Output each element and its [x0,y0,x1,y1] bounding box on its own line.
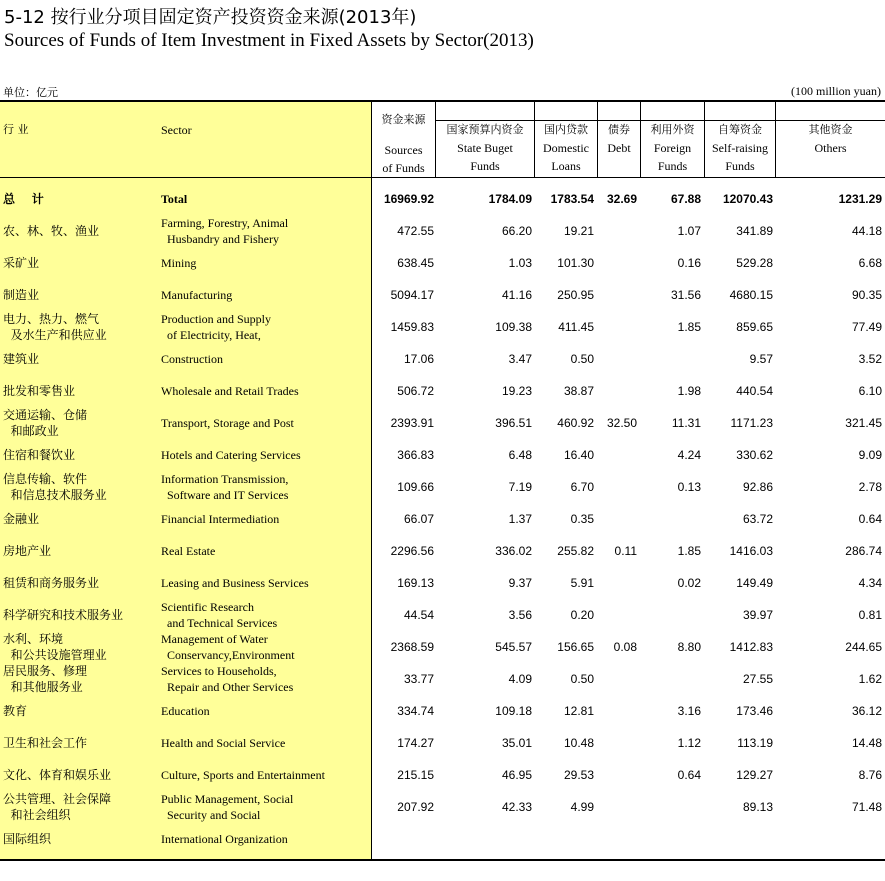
others-value: 71.48 [851,800,882,814]
sector-label-en [161,503,366,535]
table-row [0,407,885,439]
table-row [0,695,885,727]
table-row [0,247,885,279]
sector-label-line: Software and IT Services [161,488,289,502]
sector-label-line: Wholesale and Retail Trades [161,384,299,398]
sector-label-line: and Technical Services [161,616,278,630]
industry-label-cn [3,375,153,407]
sources-value: 174.27 [397,736,434,750]
domestic-loans-value: 6.70 [570,480,594,494]
table-row [0,759,885,791]
domestic-loans-value: 101.30 [557,256,594,270]
sector-label-line: Scientific Research [161,600,254,614]
page-title-en: Sources of Funds of Item Investment in Fixed Assets by Sector(2013) [4,30,534,51]
state-budget-value: 46.95 [501,768,532,782]
foreign-funds-value: 1.85 [677,544,701,558]
industry-label-line: 金融业 [3,512,40,526]
state-budget-value: 109.38 [495,320,532,334]
table-row [0,215,885,247]
sector-label-line: of Electricity, Heat, [161,328,261,342]
sector-label-en [161,791,366,823]
sector-label-en [161,343,366,375]
industry-label-line: 批发和零售业 [3,384,76,398]
state-budget-value: 19.23 [501,384,532,398]
sector-label-line: Mining [161,256,197,270]
others-value: 6.10 [858,384,882,398]
header-debt: 债券 Debt [607,123,631,155]
table-row [0,471,885,503]
sector-label-line: Transport, Storage and Post [161,416,294,430]
sector-label-en [161,311,366,343]
industry-label-line: 公共管理、社会保障 [3,792,112,806]
foreign-funds-value: 1.12 [677,736,701,750]
sources-value: 638.45 [397,256,434,270]
self-raising-value: 92.86 [742,480,773,494]
others-value: 14.48 [851,736,882,750]
others-value: 2.78 [858,480,882,494]
others-value: 8.76 [858,768,882,782]
foreign-funds-value: 4.24 [677,448,701,462]
industry-label-line: 居民服务、修理 [3,664,88,678]
industry-label-line: 文化、体育和娱乐业 [3,768,112,782]
domestic-loans-value: 16.40 [563,448,594,462]
self-raising-value: 173.46 [736,704,773,718]
sources-value: 5094.17 [390,288,434,302]
self-raising-value: 12070.43 [722,192,773,206]
table-row [0,343,885,375]
header-state-budget: 国家预算内资金 State Buget Funds [446,123,524,173]
sector-label-en [161,183,366,215]
others-value: 9.09 [858,448,882,462]
state-budget-value: 3.47 [508,352,532,366]
self-raising-value: 89.13 [742,800,773,814]
sources-value: 207.92 [397,800,434,814]
sector-label-en [161,663,366,695]
industry-label-cn [3,567,153,599]
sector-label-line: Leasing and Business Services [161,576,309,590]
self-raising-value: 330.62 [736,448,773,462]
sector-label-line: Real Estate [161,544,216,558]
sector-label-line: Health and Social Service [161,736,286,750]
domestic-loans-value: 0.35 [570,512,594,526]
sources-value: 44.54 [403,608,434,622]
state-budget-value: 35.01 [501,736,532,750]
industry-label-line: 和信息技术服务业 [3,488,107,502]
sources-value: 66.07 [403,512,434,526]
foreign-funds-value: 0.64 [677,768,701,782]
sector-label-line: Farming, Forestry, Animal [161,216,289,230]
domestic-loans-value: 255.82 [557,544,594,558]
industry-label-line: 租赁和商务服务业 [3,576,100,590]
domestic-loans-value: 4.99 [570,800,594,814]
others-value: 1.62 [858,672,882,686]
table-row [0,599,885,631]
domestic-loans-value: 156.65 [557,640,594,654]
state-budget-value: 545.57 [495,640,532,654]
debt-value: 32.69 [606,192,637,206]
industry-label-line: 及水生产和供应业 [3,328,107,342]
foreign-funds-value: 67.88 [670,192,701,206]
sources-value: 169.13 [397,576,434,590]
others-value: 4.34 [858,576,882,590]
sources-value: 2296.56 [390,544,434,558]
foreign-funds-value: 1.07 [677,224,701,238]
sector-label-en [161,247,366,279]
others-value: 0.81 [858,608,882,622]
foreign-funds-value: 1.98 [677,384,701,398]
sector-label-en [161,567,366,599]
industry-label-line: 建筑业 [3,352,40,366]
foreign-funds-value: 0.02 [677,576,701,590]
table-row [0,791,885,823]
bottom-border [0,859,885,861]
industry-label-cn [3,215,153,247]
self-raising-value: 529.28 [736,256,773,270]
sector-label-line: Construction [161,352,223,366]
sector-label-en [161,631,366,663]
others-value: 244.65 [845,640,882,654]
debt-value: 32.50 [606,416,637,430]
sector-label-en [161,727,366,759]
sources-value: 215.15 [397,768,434,782]
foreign-funds-value: 1.85 [677,320,701,334]
foreign-funds-value: 3.16 [677,704,701,718]
sector-label-line: Information Transmission, [161,472,289,486]
industry-label-line: 水利、环境 [3,632,64,646]
header-foreign-funds: 利用外资 Foreign Funds [650,123,695,173]
industry-label-line: 房地产业 [3,544,52,558]
domestic-loans-value: 1783.54 [550,192,594,206]
industry-label-cn [3,311,153,343]
industry-label-line: 国际组织 [3,832,52,846]
debt-value: 0.08 [613,640,637,654]
table-row [0,279,885,311]
unit-label-en: (100 million yuan) [791,84,881,98]
sector-label-line: Total [161,192,188,206]
industry-label-line: 科学研究和技术服务业 [3,608,124,622]
foreign-funds-value: 0.16 [677,256,701,270]
self-raising-value: 1171.23 [730,416,773,430]
header-domestic-loans: 国内贷款 Domestic Loans [543,123,589,173]
state-budget-value: 1784.09 [488,192,532,206]
state-budget-value: 4.09 [508,672,532,686]
foreign-funds-value: 0.13 [677,480,701,494]
foreign-funds-value: 8.80 [677,640,701,654]
self-raising-value: 1416.03 [729,544,773,558]
others-value: 0.64 [858,512,882,526]
table-row [0,375,885,407]
others-value: 321.45 [845,416,882,430]
table-row [0,727,885,759]
sources-value: 109.66 [397,480,434,494]
table-row [0,503,885,535]
header-others: 其他资金 Others [808,123,853,155]
sources-value: 1459.83 [390,320,434,334]
industry-label-cn [3,279,153,311]
domestic-loans-value: 0.50 [570,352,594,366]
sector-label-en [161,471,366,503]
sector-label-en [161,823,366,855]
sector-label-line: Husbandry and Fishery [161,232,279,246]
sector-label-line: Manufacturing [161,288,233,302]
others-value: 6.68 [858,256,882,270]
sector-label-line: Repair and Other Services [161,680,294,694]
header-self-raising: 自筹资金 Self-raising Funds [712,123,768,173]
industry-label-cn [3,183,153,215]
sector-label-en [161,695,366,727]
table-row [0,439,885,471]
self-raising-value: 27.55 [742,672,773,686]
sources-value: 2393.91 [390,416,434,430]
industry-label-line: 信息传输、软件 [3,472,88,486]
sector-label-en [161,599,366,631]
sources-value: 334.74 [397,704,434,718]
sector-label-line: Conservancy,Environment [161,648,295,662]
sources-value: 366.83 [397,448,434,462]
header-sector: Sector [161,123,192,137]
foreign-funds-value: 11.31 [671,416,701,430]
industry-label-line: 住宿和餐饮业 [3,448,76,462]
foreign-funds-value: 31.56 [670,288,701,302]
sector-label-line: Public Management, Social [161,792,294,806]
others-value: 1231.29 [838,192,882,206]
industry-label-cn [3,535,153,567]
sector-label-en [161,439,366,471]
sources-value: 472.55 [397,224,434,238]
industry-label-cn [3,343,153,375]
industry-label-cn [3,471,153,503]
table-row [0,567,885,599]
table-row [0,631,885,663]
others-value: 44.18 [851,224,882,238]
sector-label-en [161,375,366,407]
sector-label-line: Management of Water [161,632,268,646]
state-budget-value: 7.19 [508,480,532,494]
others-value: 90.35 [851,288,882,302]
state-budget-value: 66.20 [501,224,532,238]
industry-label-line: 农、林、牧、渔业 [3,224,100,238]
industry-label-cn [3,663,153,695]
industry-label-cn [3,727,153,759]
self-raising-value: 39.97 [742,608,773,622]
top-border [0,100,885,102]
self-raising-value: 129.27 [736,768,773,782]
sources-value: 2368.59 [390,640,434,654]
header-divider [0,177,885,178]
sector-label-line: Culture, Sports and Entertainment [161,768,325,782]
sector-label-line: International Organization [161,832,288,846]
state-budget-value: 3.56 [508,608,532,622]
header-industry: 行 业 [3,123,29,136]
sector-label-en [161,407,366,439]
sector-label-line: Financial Intermediation [161,512,280,526]
unit-label-cn: 单位：亿元 [3,86,58,99]
state-budget-value: 9.37 [508,576,532,590]
debt-value: 0.11 [614,544,637,558]
industry-label-line: 和公共设施管理业 [3,648,107,662]
self-raising-value: 1412.83 [729,640,773,654]
industry-label-cn [3,695,153,727]
sources-value: 16969.92 [383,192,434,206]
state-budget-value: 6.48 [508,448,532,462]
table-row [0,183,885,215]
page-title-cn: 5-12 按行业分项目固定资产投资资金来源(2013年) [4,7,417,28]
industry-label-line: 交通运输、仓储 [3,408,88,422]
others-value: 77.49 [851,320,882,334]
industry-label-cn [3,503,153,535]
domestic-loans-value: 460.92 [557,416,594,430]
self-raising-value: 113.19 [737,736,773,750]
domestic-loans-value: 250.95 [557,288,594,302]
state-budget-value: 109.18 [495,704,532,718]
self-raising-value: 149.49 [736,576,773,590]
others-value: 36.12 [851,704,882,718]
table-row [0,663,885,695]
table-row [0,535,885,567]
self-raising-value: 63.72 [742,512,773,526]
state-budget-value: 41.16 [501,288,532,302]
domestic-loans-value: 19.21 [563,224,594,238]
industry-label-cn [3,439,153,471]
industry-label-line: 和邮政业 [3,424,59,438]
domestic-loans-value: 5.91 [570,576,594,590]
state-budget-value: 1.03 [508,256,532,270]
industry-label-cn [3,407,153,439]
industry-label-cn [3,247,153,279]
state-budget-value: 1.37 [508,512,532,526]
self-raising-value: 4680.15 [729,288,773,302]
self-raising-value: 9.57 [749,352,773,366]
state-budget-value: 42.33 [501,800,532,814]
industry-label-line: 采矿业 [3,256,40,270]
others-value: 286.74 [845,544,882,558]
sector-label-en [161,759,366,791]
self-raising-value: 341.89 [736,224,773,238]
sector-label-en [161,215,366,247]
domestic-loans-value: 38.87 [563,384,594,398]
others-value: 3.52 [858,352,882,366]
industry-label-line: 教育 [3,704,28,718]
sources-value: 33.77 [403,672,434,686]
sector-label-line: Production and Supply [161,312,271,326]
self-raising-value: 859.65 [736,320,773,334]
sector-label-line: Hotels and Catering Services [161,448,301,462]
industry-label-line: 和社会组织 [3,808,71,822]
industry-label-line: 卫生和社会工作 [3,736,88,750]
sector-label-line: Services to Households, [161,664,277,678]
table-row [0,311,885,343]
sector-label-line: Education [161,704,210,718]
state-budget-value: 336.02 [495,544,532,558]
industry-label-cn [3,791,153,823]
self-raising-value: 440.54 [736,384,773,398]
table-row [0,823,885,855]
domestic-loans-value: 29.53 [563,768,594,782]
domestic-loans-value: 411.45 [558,320,594,334]
domestic-loans-value: 12.81 [563,704,594,718]
industry-label-cn [3,631,153,663]
sources-value: 17.06 [403,352,434,366]
industry-label-cn [3,823,153,855]
sector-label-line: Security and Social [161,808,261,822]
industry-label-cn [3,759,153,791]
sector-label-en [161,535,366,567]
industry-label-line: 电力、热力、燃气 [3,312,100,326]
header-sources: 资金来源 Sources of Funds [381,113,426,175]
industry-label-cn [3,599,153,631]
industry-label-line: 和其他服务业 [3,680,83,694]
sector-label-en [161,279,366,311]
domestic-loans-value: 0.50 [570,672,594,686]
industry-label-line: 总 计 [3,192,44,206]
industry-label-line: 制造业 [3,288,40,302]
domestic-loans-value: 0.20 [570,608,594,622]
state-budget-value: 396.51 [495,416,532,430]
domestic-loans-value: 10.48 [563,736,594,750]
sources-value: 506.72 [397,384,434,398]
